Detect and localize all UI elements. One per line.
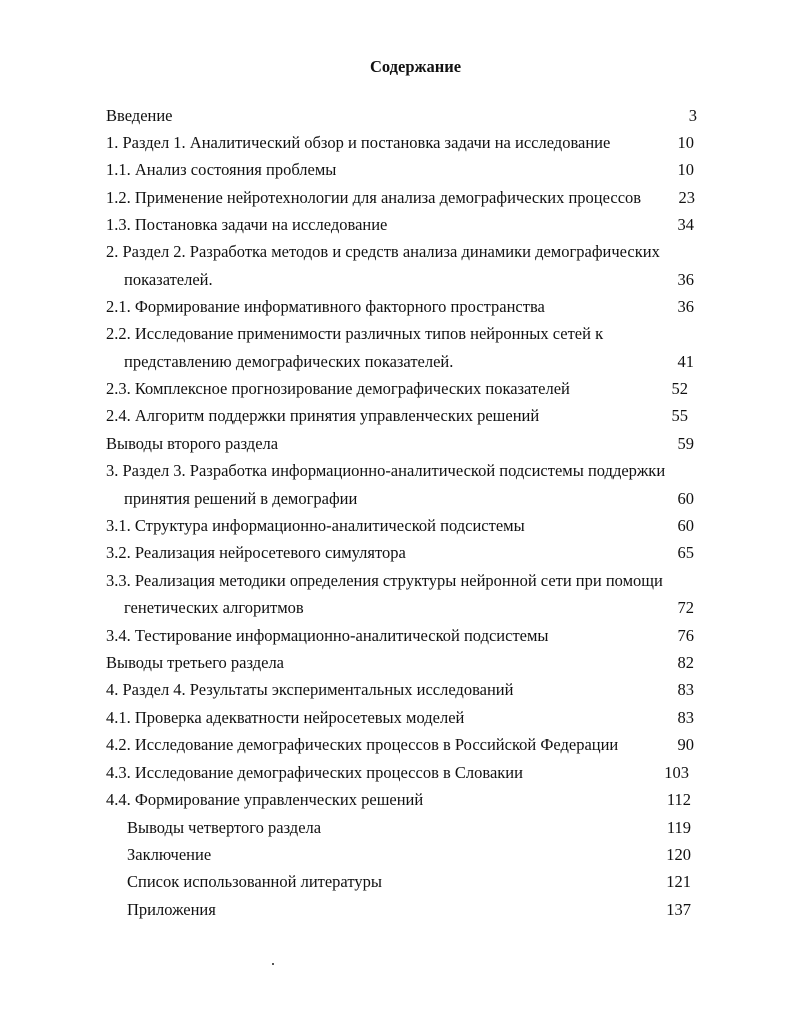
toc-entry-text: Список использованной литературы bbox=[127, 872, 382, 891]
toc-entry-page: 36 bbox=[677, 297, 694, 316]
toc-entry-text: 4.3. Исследование демографических процессов в Словакии bbox=[106, 763, 523, 782]
toc-entry-page: 41 bbox=[677, 352, 694, 371]
toc-entry-page: 83 bbox=[677, 708, 694, 727]
page-title: Содержание bbox=[369, 57, 462, 76]
toc-entry-text: 2.1. Формирование информативного факторного пространства bbox=[106, 297, 545, 316]
toc-entry-text: Введение bbox=[106, 106, 173, 125]
toc-entry-page: 23 bbox=[678, 188, 695, 207]
toc-entry-page: 10 bbox=[677, 160, 694, 179]
toc-entry-page: 59 bbox=[677, 434, 694, 453]
toc-entry-page: 34 bbox=[677, 215, 694, 234]
toc-entry-page: 60 bbox=[677, 516, 694, 535]
toc-entry-text: 4.1. Проверка адекватности нейросетевых моделей bbox=[106, 708, 465, 727]
toc-entry-text: показателей. bbox=[124, 270, 213, 289]
toc-entry-page: 10 bbox=[677, 133, 694, 152]
toc-entry-text: Приложения bbox=[127, 900, 216, 919]
toc-entry-page: 112 bbox=[666, 790, 691, 809]
toc-entry-page: 72 bbox=[677, 598, 694, 617]
toc-entry-page: 52 bbox=[671, 379, 688, 398]
toc-entry-text: 4.2. Исследование демографических процессов в Российской Федерации bbox=[106, 735, 619, 754]
toc-entry-text: 3.3. Реализация методики определения структуры нейронной сети при помощи bbox=[106, 571, 663, 590]
toc-entry-text: 3.2. Реализация нейросетевого симулятора bbox=[106, 543, 406, 562]
toc-entry-page: 76 bbox=[677, 626, 694, 645]
toc-entry-text: 3.1. Структура информационно-аналитической подсистемы bbox=[106, 516, 525, 535]
toc-entry-text: Выводы второго раздела bbox=[106, 434, 279, 453]
toc-entry-text: 4. Раздел 4. Результаты экспериментальных исследований bbox=[106, 680, 514, 699]
toc-entry-text: Выводы третьего раздела bbox=[106, 653, 284, 672]
toc-entry-page: 120 bbox=[666, 845, 691, 864]
toc-entry-text: 2.3. Комплексное прогнозирование демографических показателей bbox=[106, 379, 570, 398]
toc-entry-page: 90 bbox=[677, 735, 694, 754]
toc-entry-text: 4.4. Формирование управленческих решений bbox=[106, 790, 424, 809]
toc-entry-page: 3 bbox=[688, 106, 697, 125]
toc-entry-page: 55 bbox=[671, 406, 688, 425]
toc-entry-page: 103 bbox=[664, 763, 689, 782]
toc-entry-text: 3. Раздел 3. Разработка информационно-аналитической подсистемы поддержки bbox=[106, 461, 666, 480]
toc-entry-page: 137 bbox=[666, 900, 691, 919]
toc-entry-text: 1.1. Анализ состояния проблемы bbox=[106, 160, 337, 179]
toc-entry-text: представлению демографических показателей. bbox=[124, 352, 454, 371]
toc-entry-text: 1. Раздел 1. Аналитический обзор и постановка задачи на исследование bbox=[106, 133, 611, 152]
toc-entry-text: генетических алгоритмов bbox=[124, 598, 304, 617]
toc-entry-text: Заключение bbox=[127, 845, 212, 864]
toc-entry-page: 121 bbox=[666, 872, 691, 891]
toc-entry-text: 2.2. Исследование применимости различных типов нейронных сетей к bbox=[106, 324, 604, 343]
toc-entry-text: Выводы четвертого раздела bbox=[127, 818, 322, 837]
scan-speck bbox=[272, 963, 274, 965]
toc-entry-text: 1.2. Применение нейротехнологии для анализа демографических процессов bbox=[106, 188, 642, 207]
toc-entry-page: 36 bbox=[677, 270, 694, 289]
toc-entry-page: 65 bbox=[677, 543, 694, 562]
toc-entry-page: 83 bbox=[677, 680, 694, 699]
toc-entry-page: 82 bbox=[677, 653, 694, 672]
toc-entry-page: 60 bbox=[677, 489, 694, 508]
toc-entry-text: принятия решений в демографии bbox=[124, 489, 358, 508]
toc-entry-text: 2. Раздел 2. Разработка методов и средств анализа динамики демографических bbox=[106, 242, 660, 261]
toc-entry-text: 3.4. Тестирование информационно-аналитической подсистемы bbox=[106, 626, 549, 645]
toc-entry-page: 119 bbox=[666, 818, 691, 837]
toc-entry-text: 1.3. Постановка задачи на исследование bbox=[106, 215, 388, 234]
toc-entry-text: 2.4. Алгоритм поддержки принятия управленческих решений bbox=[106, 406, 540, 425]
